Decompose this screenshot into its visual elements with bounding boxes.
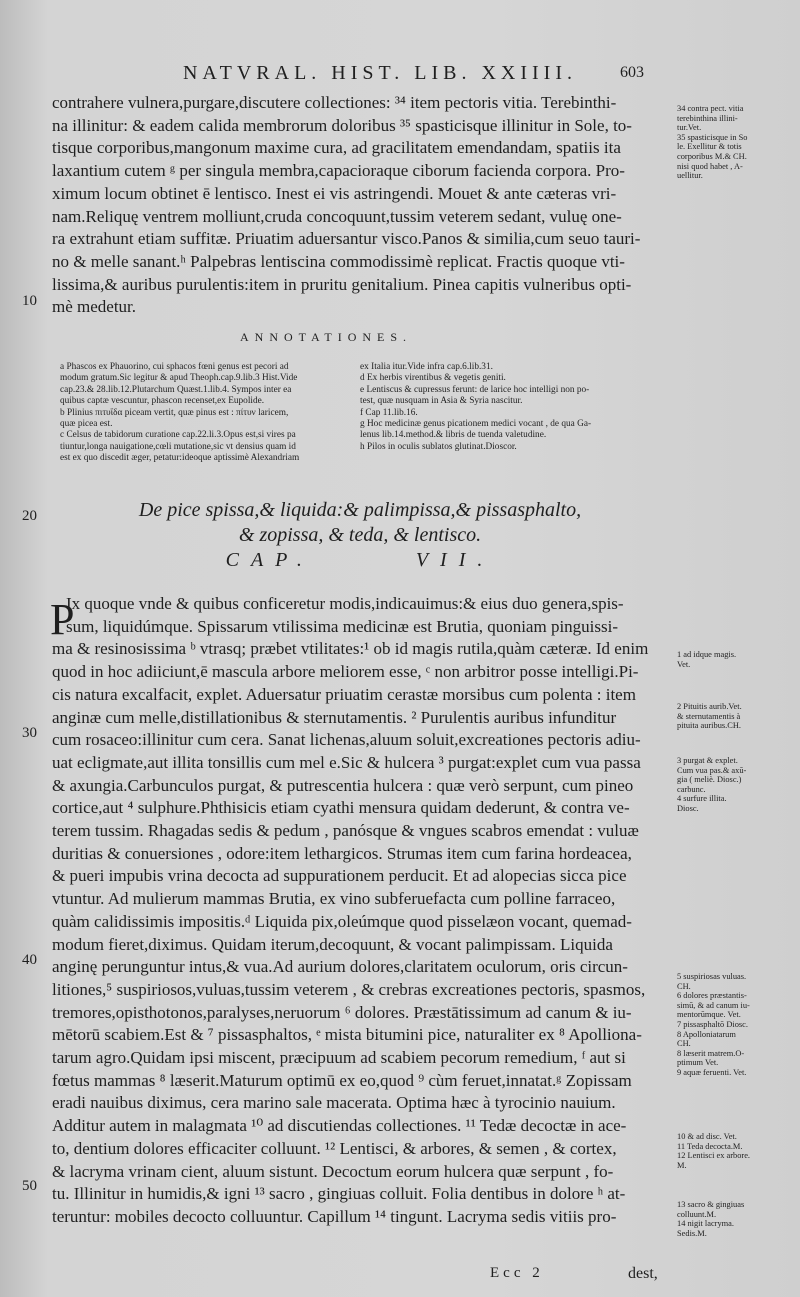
side-note-1 bbox=[677, 650, 795, 669]
side-note-line: gia ( meliè. Diosc.) bbox=[677, 775, 742, 785]
side-note-10-12 bbox=[677, 1132, 795, 1170]
text-line: laxantium cutem ᵍ per singula membra,capacioraque ciborum facienda corpora. Pro- bbox=[52, 161, 625, 181]
annotations-title: ANNOTATIONES. bbox=[240, 330, 413, 344]
annotation-line: tiuntur,longa nauigatione,cœli mutatione,sic vt densius quam id bbox=[60, 441, 296, 452]
side-note-line: terebinthina illini- bbox=[677, 113, 738, 123]
chapter-heading-line: & zopissa, & teda, & lentisco. bbox=[238, 524, 482, 546]
side-note-line: CH. bbox=[677, 981, 691, 991]
chapter-heading-line: De pice spissa,& liquida:& palimpissa,& pissasphalto, bbox=[138, 499, 582, 521]
side-note-line: 11 Teda decocta.M. bbox=[677, 1141, 743, 1151]
text-line: lissima,& auribus purulentis:item in pruritu genitalium. Pinea capitis vulneribus opti- bbox=[52, 274, 632, 294]
line-number-20: 20 bbox=[22, 508, 37, 524]
annotation-line: g Hoc medicinæ genus picationem medici vocant , de qua Ga- bbox=[360, 419, 592, 430]
text-line: sum, liquidúmque. Spissarum vtilissima medicinæ est Brutia, quoniam pinguissi- bbox=[66, 616, 619, 636]
annotation-line: c Celsus de tabidorum curatione cap.22.li.3.Opus est,si vires pa bbox=[60, 430, 296, 441]
text-line: & axungia.Carbunculos purgat, & putrescentia hulcera : quæ verò serpunt, cum pineo bbox=[52, 775, 634, 795]
side-note-line: simū, & ad canum iu- bbox=[677, 1000, 750, 1010]
text-line: vtuntur. Ad mulierum mammas Brutia, ex vino subferuefacta cum polline farraceo, bbox=[52, 889, 616, 909]
text-line: anginę perunguntur intus,& vua.Ad aurium dolores,claritatem oculorum, oris circun- bbox=[52, 957, 628, 977]
annotation-line: h Pilos in oculis sublatos glutinat.Dioscor. bbox=[360, 441, 517, 452]
text-line: & lacryma vrinam cient, aluum sistunt. Decoctum eorum hulcera quæ serpunt , fo- bbox=[52, 1161, 614, 1181]
annotation-line: a Phascos ex Phauorino, cui sphacos fœni genus est pecori ad bbox=[60, 362, 289, 372]
text-line: tremores,opisthotonos,paralyses,neruorum ⁶ dolores. Præstātissimum ad canum & iu- bbox=[52, 1002, 632, 1022]
text-line: tu. Illinitur in humidis,& igni ¹³ sacro , gingiuas colluit. Folia dentibus in dolore ʰ at- bbox=[52, 1184, 626, 1204]
side-note-13-14 bbox=[677, 1200, 795, 1238]
annotation-line: d Ex herbis virentibus & vegetis geniti. bbox=[360, 373, 506, 384]
side-note-line: 8 læserit matrem.O- bbox=[677, 1048, 745, 1058]
line-number-40: 40 bbox=[22, 952, 37, 968]
annotation-line: ex Italia itur.Vide infra cap.6.lib.31. bbox=[360, 362, 493, 372]
annotation-line: modum gratum.Sic legitur & apud Theoph.cap.9.lib.3 Hist.Vide bbox=[60, 373, 298, 384]
line-number-10: 10 bbox=[22, 293, 37, 309]
side-note-line: 6 dolores præstantis- bbox=[677, 991, 747, 1001]
text-line: Additur autem in malagmata ¹⁰ ad discutiendas collectiones. ¹¹ Tedæ decoctæ in ace- bbox=[52, 1116, 627, 1136]
side-note-line: 5 suspiriosas vuluas. bbox=[677, 972, 747, 981]
chapter-numeral: VII. bbox=[415, 549, 495, 571]
text-line: cortice,aut ⁴ sulphure.Phthisicis etiam cyathi mensura quidam dederunt, & contra ve- bbox=[52, 798, 630, 818]
annotation-line: quæ picea est. bbox=[60, 419, 113, 430]
text-line: litiones,⁵ suspiriosos,vuluas,tussim veterem , & crebras excreationes pectoris, spasmos, bbox=[52, 979, 646, 999]
side-note-line: 4 surfure illita. bbox=[677, 794, 727, 804]
text-line: nam.Reliquę ventrem molliunt,cruda concoquunt,tussim veterem sedant, vuluę one- bbox=[52, 206, 622, 226]
text-line: mētorū scabiem.Est & ⁷ pissasphaltos, ᵉ mista bitumini pice, naturaliter ex ⁸ Apolliona- bbox=[52, 1025, 642, 1045]
side-note-line: ptimum Vet. bbox=[677, 1058, 719, 1068]
text-line: quod in hoc adiiciunt,ē mascula arbore meliorem esse, ᶜ non arbitror posse intelligi.Pi- bbox=[52, 662, 639, 682]
side-note-line: corporibus M.& CH. bbox=[677, 151, 747, 161]
side-note-line: 3 purgat & explet. bbox=[677, 756, 738, 765]
side-note-line: Sedis.M. bbox=[677, 1228, 707, 1238]
annotation-line: b Plinius πιτυΐδα piceam vertit, quæ pinus est : πίτυν laricem, bbox=[60, 407, 289, 418]
text-line: duritias & conuersiones , odore:item lethargicos. Strumas item cum farina hordeacea, bbox=[52, 843, 632, 863]
side-note-line: 14 nigit lacryma. bbox=[677, 1219, 734, 1229]
line-number-50: 50 bbox=[22, 1178, 37, 1194]
main-text-chapter bbox=[52, 593, 672, 1229]
side-note-line: 2 Pituitis aurib.Vet. bbox=[677, 702, 742, 711]
chapter-number bbox=[60, 548, 660, 573]
drop-cap: P bbox=[50, 595, 75, 644]
chapter-heading bbox=[60, 498, 660, 573]
side-note-line: 13 sacro & gingiuas bbox=[677, 1200, 745, 1209]
side-note-line: le. Exellitur & totis bbox=[677, 142, 742, 152]
annotation-line: f Cap 11.lib.16. bbox=[360, 407, 418, 418]
side-note-34-35 bbox=[677, 104, 795, 181]
text-line: eradi nauibus diximus, cera marino sale macerata. Optima hæc à tyrocinio nauium. bbox=[52, 1093, 616, 1113]
side-note-line: carbunc. bbox=[677, 784, 706, 794]
text-line: ra extrahunt etiam suffitæ. Priuatim aduersantur visco.Panos & similia,cum seuo tauri- bbox=[52, 229, 641, 249]
annotation-line: quibus captæ vescuntur, phascon recenset,ex Eupolide. bbox=[60, 396, 265, 407]
side-note-line: 12 Lentisci ex arbore. bbox=[677, 1151, 751, 1161]
catchword: dest, bbox=[628, 1265, 658, 1282]
side-note-line: uellitur. bbox=[677, 171, 703, 181]
text-line: uat ecligmate,aut illita tonsillis cum mel e.Sic & hulcera ³ purgat:explet cum vua passa bbox=[52, 752, 641, 772]
side-note-line: 10 & ad disc. Vet. bbox=[677, 1132, 737, 1141]
side-note-line: 7 pissasphaltō Diosc. bbox=[677, 1019, 748, 1029]
side-note-line: 34 contra pect. vitia bbox=[677, 104, 744, 113]
side-note-line: 9 aquæ feruenti. Vet. bbox=[677, 1067, 747, 1077]
side-note-5-9 bbox=[677, 972, 795, 1078]
side-note-line: & sternutamentis à bbox=[677, 711, 741, 721]
text-line: cum rosaceo:illinitur cum cera. Sanat lichenas,aluum soluit,excreationes pectoris adiu- bbox=[52, 730, 641, 750]
text-line: to, dentium dolores efficaciter colluunt. ¹² Lentisci, & arbores, & semen , & cortex, bbox=[52, 1138, 617, 1158]
side-note-line: CH. bbox=[677, 1039, 691, 1049]
text-line: quàm calidissimis impositis.ᵈ Liquida pix,oleúmque quod pisselæon vocant, quemad- bbox=[52, 911, 632, 931]
side-note-line: M. bbox=[677, 1160, 687, 1170]
text-line: Ix quoque vnde & quibus conficeretur modis,indicauimus:& eius duo genera,spis- bbox=[66, 594, 624, 613]
text-line: fœtus mammas ⁸ læserit.Maturum optimū ex eo,quod ⁹ cùm feruet,innatat.ᵍ Zopissam bbox=[52, 1070, 632, 1090]
side-note-2 bbox=[677, 702, 795, 731]
text-line: no & melle sanant.ʰ Palpebras lentiscina commodissimè replicat. Fractis quoque vti- bbox=[52, 251, 625, 271]
text-line: teruntur: mobiles decocto colluuntur. Capillum ¹⁴ tingunt. Lacryma sedis vitiis pro- bbox=[52, 1206, 617, 1226]
side-note-line: tur.Vet. bbox=[677, 123, 702, 133]
page-number: 603 bbox=[620, 64, 644, 81]
annotation-line: test, quæ nusquam in Asia & Syria nascitur. bbox=[360, 396, 523, 407]
text-line: tarum agro.Quidam ipsi miscent, præcipuum ad scabiem pecorum remedium, ᶠ aut si bbox=[52, 1048, 626, 1068]
annotation-line: lenus lib.14.method.& libris de tuenda valetudine. bbox=[360, 430, 547, 441]
text-line: ma & resinosissima ᵇ vtrasq; præbet vtilitates:¹ ob id magis rutila,quàm cæteræ. Id enim bbox=[52, 639, 649, 659]
text-line: contrahere vulnera,purgare,discutere collectiones: ³⁴ item pectoris vitia. Terebinthi- bbox=[52, 93, 617, 112]
text-line: na illinitur: & eadem calida membrorum doloribus ³⁵ spasticisque illinitur in Sole, to- bbox=[52, 115, 632, 135]
side-note-line: Vet. bbox=[677, 659, 691, 669]
annotation-line: est ex quo discedit æger, petatur:ideoque aptissimè Alexandriam bbox=[60, 453, 300, 464]
side-note-line: nisi quod habet , A- bbox=[677, 161, 743, 171]
side-note-line: pituita auribus.CH. bbox=[677, 721, 741, 731]
side-note-line: 35 spasticisque in So bbox=[677, 132, 748, 142]
side-note-line: 8 Apolloniatarum bbox=[677, 1029, 736, 1039]
chapter-label: CAP. bbox=[225, 549, 314, 571]
side-note-line: 1 ad idque magis. bbox=[677, 650, 737, 659]
annotation-line: e Lentiscus & cupressus ferunt: de larice hoc intelligi non po- bbox=[360, 384, 590, 395]
signature-mark: Ecc 2 bbox=[490, 1265, 544, 1281]
side-note-line: colluunt.M. bbox=[677, 1209, 717, 1219]
text-line: ximum locum obtinet ē lentisco. Inest ei vis astringendi. Mouet & ante cæteras vri- bbox=[52, 183, 617, 203]
main-text-top bbox=[52, 92, 672, 319]
annotations-right-column bbox=[360, 362, 660, 453]
annotations-left-column bbox=[60, 362, 360, 465]
text-line: & pueri impubis vrina decocta ad suppurationem perducit. Et ad alopecias sicca pice bbox=[52, 866, 627, 886]
side-note-line: Diosc. bbox=[677, 803, 699, 813]
side-note-line: Cum vua pas.& axū- bbox=[677, 765, 747, 775]
text-line: tisque corporibus,mangonum maxime cura, ad gracilitatem emendandam, spatiis ita bbox=[52, 138, 621, 158]
side-note-3-4 bbox=[677, 756, 795, 814]
text-line: terem tussim. Rhagadas sedis & pedum , panósque & vngues scabros emendat : vuluæ bbox=[52, 821, 639, 841]
side-note-line: mentorūmque. Vet. bbox=[677, 1010, 741, 1020]
text-line: modum fieret,diximus. Quidam iterum,decoquunt, & vocant palimpissam. Liquida bbox=[52, 934, 613, 954]
text-line: mè medetur. bbox=[52, 297, 137, 317]
text-line: cis natura excalfacit, explet. Aduersatur priuatim cerastæ morsibus cum polenta : item bbox=[52, 684, 636, 704]
line-number-30: 30 bbox=[22, 725, 37, 741]
annotation-line: cap.23.& 28.lib.12.Plutarchum Quæst.1.lib.4. Sympos inter ea bbox=[60, 384, 292, 395]
running-title: NATVRAL. HIST. LIB. XXIIII. bbox=[182, 62, 578, 84]
text-line: anginæ cum melle,distillationibus & sternutamentis. ² Purulentis auribus infunditur bbox=[52, 707, 617, 727]
